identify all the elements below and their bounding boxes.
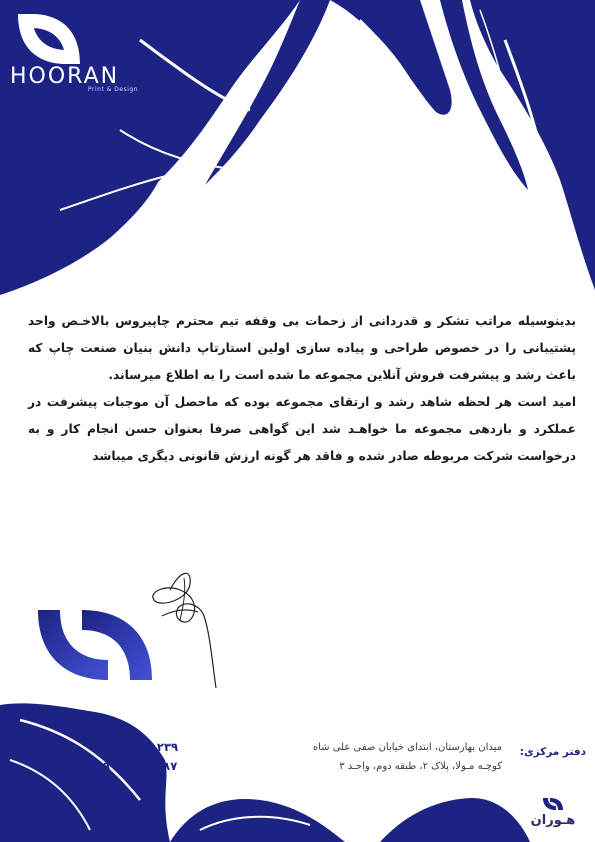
- signature-scribble-icon: [140, 560, 230, 690]
- address-line-1: میدان بهارستان، ابتدای خیابان صفی علی شاه: [312, 742, 502, 753]
- phone-numbers: [96, 738, 178, 776]
- office-label: دفتر مرکزی:: [519, 746, 586, 758]
- letter-paragraph-1: بدینوسیله مراتب تشکر و قدردانی از زحمات بی وقفه تیم محترم چاپیروس بالاخـص واحد پشتیبانی را در خصوص طراحی و پیاده سازی اولین استارتاپ دانش بنیان صنعت چاپ که باعث رشد و پیشرفت فروش آنلاین مجموعه ما شده است را به اطلاع میرساند.: [28, 314, 576, 382]
- phone-landline: ۰۲۱-۳۳۹۴۱۲۳۹: [96, 740, 178, 754]
- footer-logo-icon: [542, 797, 564, 811]
- hooran-stamp-logo-icon: [36, 606, 154, 684]
- footer-contact: [96, 738, 586, 782]
- letter-body: [28, 308, 576, 470]
- footer-logo: [523, 796, 583, 836]
- footer-logo-text: هـوران: [530, 813, 576, 828]
- address: [313, 738, 502, 776]
- hooran-logo-icon: [14, 10, 84, 68]
- brand-name: HOORAN: [10, 64, 120, 89]
- address-line-2: کوچـه مـولا، پلاک ۲، طبقه دوم، واحـد ۳: [339, 761, 502, 772]
- brand-tagline: Print & Design: [88, 86, 139, 93]
- phone-mobile: ۰۹۰۳ ۶۳۵۵۱۸۷: [96, 759, 178, 773]
- letter-paragraph-2: امید است هر لحظه شاهد رشد و ارتقای مجموعه بوده که ماحصل آن موجبات پیشرفت در عملکرد و بازدهی مجموعه ما خواهـد شد این گواهی صرفا بعنوان حسن انجام کار و به درخواست شرکت مربوطه صادر شده و فاقد هر گونه ارزش قانونی دیگری میباشد: [28, 395, 576, 463]
